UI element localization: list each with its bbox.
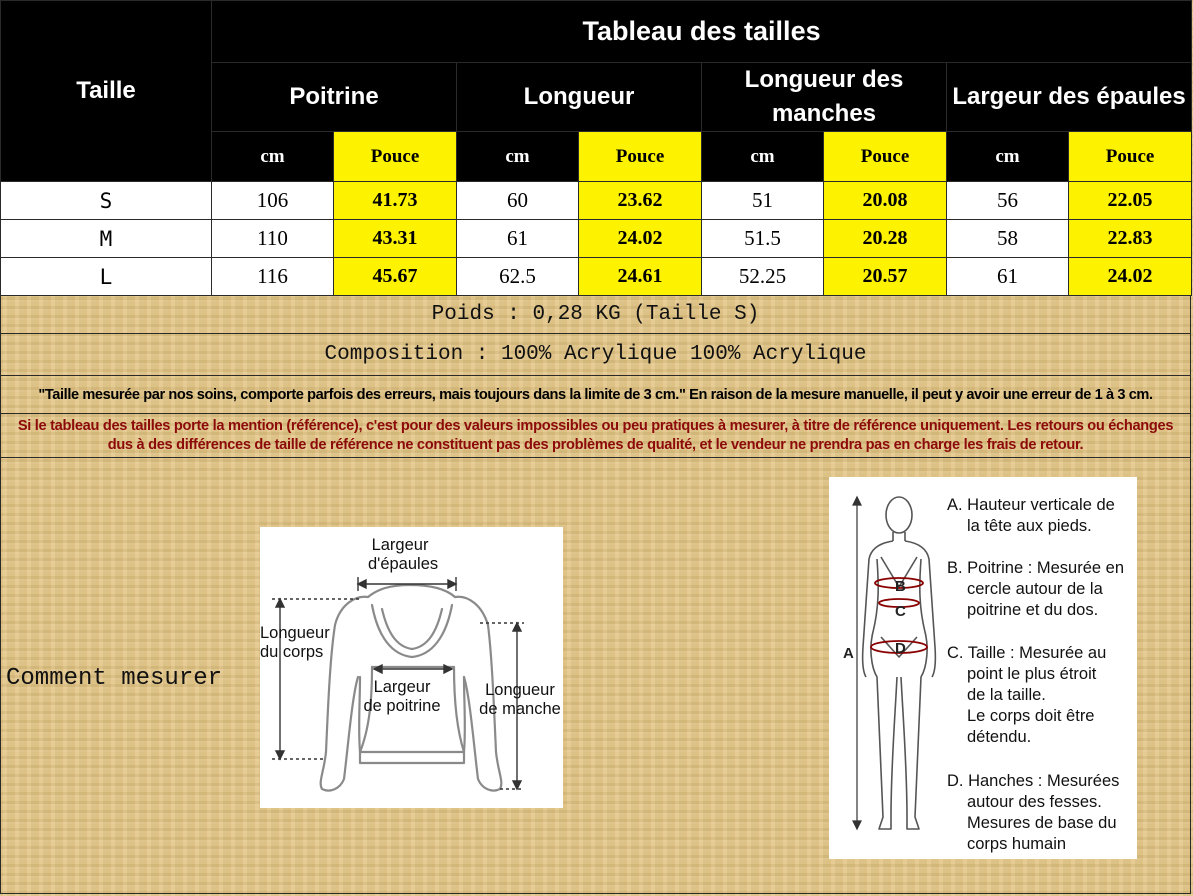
unit-cm-header: cm bbox=[702, 132, 824, 182]
sleeve-inch-cell: 20.28 bbox=[824, 220, 947, 258]
marker-d: D bbox=[895, 640, 906, 657]
table-row bbox=[1, 182, 1192, 220]
group-header-shoulder: Largeur des épaules bbox=[947, 63, 1192, 132]
chest-cm-cell: 106 bbox=[212, 182, 334, 220]
unit-inch-header: Pouce bbox=[579, 132, 702, 182]
chest-cm-cell: 110 bbox=[212, 220, 334, 258]
table-title: Tableau des tailles bbox=[212, 1, 1192, 63]
shoulder-cm-cell: 58 bbox=[947, 220, 1069, 258]
how-to-measure-label: Comment mesurer bbox=[6, 665, 223, 692]
shoulder-cm-cell: 61 bbox=[947, 258, 1069, 296]
sleeve-cm-cell: 52.25 bbox=[702, 258, 824, 296]
unit-cm-header: cm bbox=[947, 132, 1069, 182]
size-table bbox=[0, 0, 1192, 296]
length-inch-cell: 23.62 bbox=[579, 182, 702, 220]
shoulder-inch-cell: 22.83 bbox=[1069, 220, 1192, 258]
length-cm-cell: 61 bbox=[457, 220, 579, 258]
unit-cm-header: cm bbox=[457, 132, 579, 182]
body-length-label: Longueur du corps bbox=[260, 624, 330, 661]
measurement-note: "Taille mesurée par nos soins, comporte parfois des erreurs, mais toujours dans la limite de 3 cm." En raison de la mesure manuelle, il peut y avoir une erreur de 1 à 3 cm. bbox=[0, 376, 1191, 414]
chest-cm-cell: 116 bbox=[212, 258, 334, 296]
length-cm-cell: 62.5 bbox=[457, 258, 579, 296]
garment-diagram bbox=[260, 527, 563, 808]
description-d: D. Hanches : Mesurées autour des fesses. Mesures de base du corps humain bbox=[947, 772, 1120, 853]
marker-a: A bbox=[843, 645, 854, 662]
marker-c: C bbox=[895, 603, 906, 620]
table-row bbox=[1, 220, 1192, 258]
group-header-chest: Poitrine bbox=[212, 63, 457, 132]
description-b: B. Poitrine : Mesurée en cercle autour de la poitrine et du dos. bbox=[947, 559, 1125, 619]
shoulder-inch-cell: 24.02 bbox=[1069, 258, 1192, 296]
length-cm-cell: 60 bbox=[457, 182, 579, 220]
group-header-length: Longueur bbox=[457, 63, 702, 132]
body-measurement-diagram bbox=[829, 477, 1137, 859]
shoulder-inch-cell: 22.05 bbox=[1069, 182, 1192, 220]
sleeve-cm-cell: 51 bbox=[702, 182, 824, 220]
chest-inch-cell: 43.31 bbox=[334, 220, 457, 258]
table-row bbox=[1, 258, 1192, 296]
unit-inch-header: Pouce bbox=[1069, 132, 1192, 182]
size-cell: S bbox=[1, 182, 212, 220]
size-cell: L bbox=[1, 258, 212, 296]
length-inch-cell: 24.02 bbox=[579, 220, 702, 258]
unit-inch-header: Pouce bbox=[334, 132, 457, 182]
human-figure-illustration bbox=[833, 477, 943, 859]
chest-width-label: Largeur de poitrine bbox=[363, 678, 441, 715]
size-column-header: Taille bbox=[1, 1, 212, 182]
unit-inch-header: Pouce bbox=[824, 132, 947, 182]
chest-inch-cell: 41.73 bbox=[334, 182, 457, 220]
group-header-sleeve: Longueur des manches bbox=[702, 63, 947, 132]
length-inch-cell: 24.61 bbox=[579, 258, 702, 296]
chest-inch-cell: 45.67 bbox=[334, 258, 457, 296]
composition-line: Composition : 100% Acrylique 100% Acrylique bbox=[0, 334, 1191, 376]
description-a: A. Hauteur verticale de la tête aux pieds. bbox=[947, 496, 1115, 535]
sleeve-inch-cell: 20.57 bbox=[824, 258, 947, 296]
unit-cm-header: cm bbox=[212, 132, 334, 182]
description-c: C. Taille : Mesurée au point le plus étroit de la taille. Le corps doit être détendu. bbox=[947, 644, 1107, 746]
weight-line: Poids : 0,28 KG (Taille S) bbox=[0, 296, 1191, 334]
size-cell: M bbox=[1, 220, 212, 258]
shoulder-width-label: Largeur d'épaules bbox=[368, 536, 439, 573]
marker-b: B bbox=[895, 578, 906, 595]
shoulder-cm-cell: 56 bbox=[947, 182, 1069, 220]
sleeve-cm-cell: 51.5 bbox=[702, 220, 824, 258]
sleeve-inch-cell: 20.08 bbox=[824, 182, 947, 220]
reference-note: Si le tableau des tailles porte la mention (référence), c'est pour des valeurs impossibles ou peu pratiques à mesurer, à titre de référence uniquement. Les retours ou échanges dus à des différences de taille de référence ne constituent pas des problèmes de qualité, et le vendeur ne prendra pas en charge les frais de retour. bbox=[0, 414, 1191, 458]
sleeve-length-label: Longueur de manche bbox=[479, 681, 561, 718]
